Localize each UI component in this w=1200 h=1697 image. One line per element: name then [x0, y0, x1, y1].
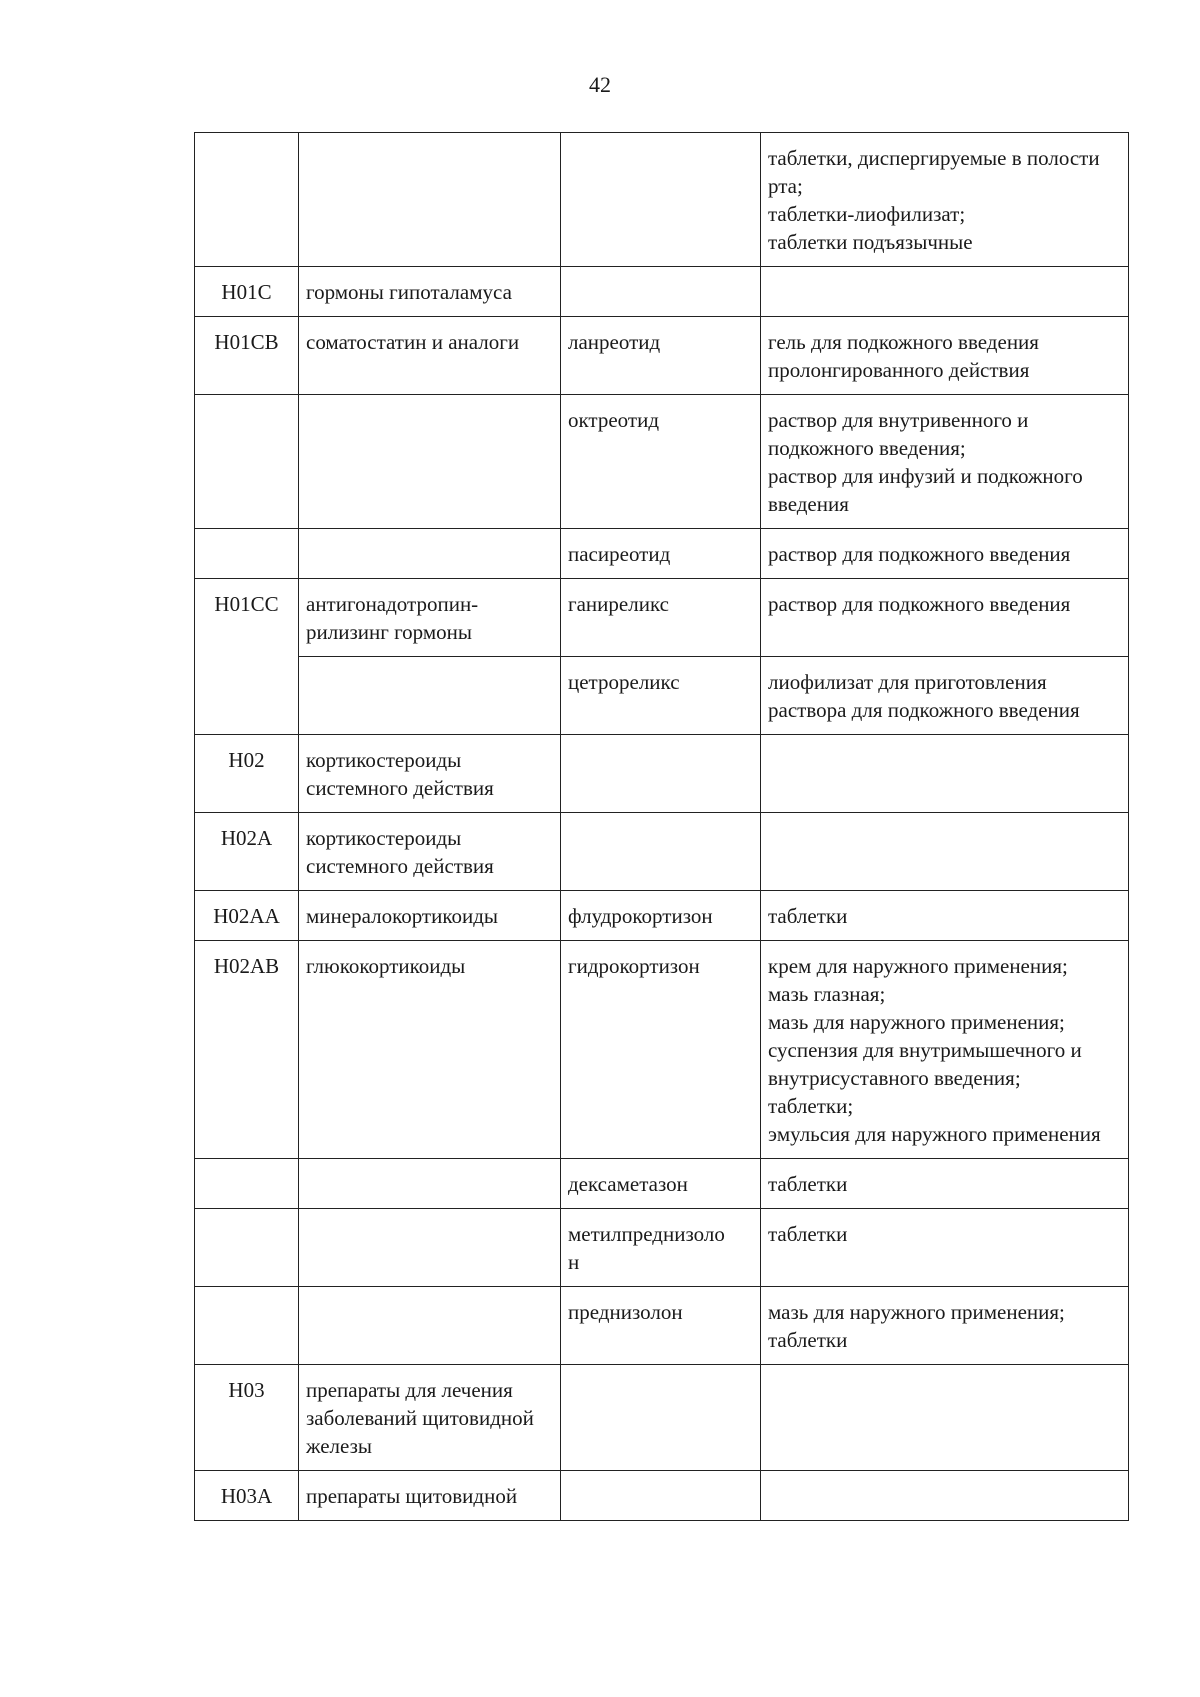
atc-code-cell — [195, 1209, 299, 1287]
drug-cell: пасиреотид — [561, 529, 761, 579]
group-cell: минералокортикоиды — [299, 891, 561, 941]
group-cell — [299, 529, 561, 579]
drug-cell: флудрокортизон — [561, 891, 761, 941]
group-cell — [299, 133, 561, 267]
drug-cell — [561, 735, 761, 813]
atc-code-cell — [195, 529, 299, 579]
form-cell: таблетки — [761, 1209, 1129, 1287]
page-number: 42 — [589, 72, 611, 97]
group-cell: антигонадотропин- рилизинг гормоны — [299, 579, 561, 657]
atc-code-cell: H03 — [195, 1365, 299, 1471]
group-cell — [299, 1287, 561, 1365]
group-cell — [299, 1209, 561, 1287]
drug-table — [194, 132, 1129, 1521]
table-row — [195, 657, 1129, 735]
table-row — [195, 941, 1129, 1159]
form-cell — [761, 735, 1129, 813]
form-cell — [761, 267, 1129, 317]
atc-code-cell: H02A — [195, 813, 299, 891]
table-row — [195, 395, 1129, 529]
group-cell: кортикостероиды системного действия — [299, 735, 561, 813]
table-row — [195, 1159, 1129, 1209]
drug-cell: ланреотид — [561, 317, 761, 395]
drug-cell: ганиреликс — [561, 579, 761, 657]
group-cell: гормоны гипоталамуса — [299, 267, 561, 317]
form-cell: раствор для внутривенного и подкожного введения; раствор для инфузий и подкожного введения — [761, 395, 1129, 529]
form-cell — [761, 1365, 1129, 1471]
atc-code-cell — [195, 1159, 299, 1209]
atc-code-cell — [195, 1287, 299, 1365]
drug-cell — [561, 813, 761, 891]
form-cell: таблетки, диспергируемые в полости рта; таблетки-лиофилизат; таблетки подъязычные — [761, 133, 1129, 267]
drug-cell: цетрореликс — [561, 657, 761, 735]
form-cell: таблетки — [761, 1159, 1129, 1209]
group-cell: глюкокортикоиды — [299, 941, 561, 1159]
group-cell — [299, 395, 561, 529]
drug-cell — [561, 1471, 761, 1521]
table-row — [195, 1287, 1129, 1365]
drug-cell: метилпреднизоло н — [561, 1209, 761, 1287]
group-cell: соматостатин и аналоги — [299, 317, 561, 395]
atc-code-cell: H01CC — [195, 579, 299, 735]
form-cell: лиофилизат для приготовления раствора для подкожного введения — [761, 657, 1129, 735]
table-row — [195, 813, 1129, 891]
atc-code-cell — [195, 133, 299, 267]
group-cell — [299, 1159, 561, 1209]
table-row — [195, 1365, 1129, 1471]
table-row — [195, 133, 1129, 267]
atc-code-cell: H01C — [195, 267, 299, 317]
table-row — [195, 1471, 1129, 1521]
group-cell: кортикостероиды системного действия — [299, 813, 561, 891]
atc-code-cell: H02 — [195, 735, 299, 813]
form-cell: раствор для подкожного введения — [761, 529, 1129, 579]
drug-cell: преднизолон — [561, 1287, 761, 1365]
form-cell: мазь для наружного применения; таблетки — [761, 1287, 1129, 1365]
atc-code-cell: H02AB — [195, 941, 299, 1159]
atc-code-cell: H02AA — [195, 891, 299, 941]
drug-cell — [561, 133, 761, 267]
table-row — [195, 1209, 1129, 1287]
drug-cell: октреотид — [561, 395, 761, 529]
form-cell: таблетки — [761, 891, 1129, 941]
group-cell: препараты для лечения заболеваний щитовидной железы — [299, 1365, 561, 1471]
atc-code-cell — [195, 395, 299, 529]
form-cell: раствор для подкожного введения — [761, 579, 1129, 657]
drug-cell: дексаметазон — [561, 1159, 761, 1209]
form-cell — [761, 813, 1129, 891]
group-cell — [299, 657, 561, 735]
form-cell: крем для наружного применения; мазь глазная; мазь для наружного применения; суспензия для внутримышечного и внутрисуставного введения; таблетки; эмульсия для наружного применения — [761, 941, 1129, 1159]
table-row — [195, 891, 1129, 941]
group-cell: препараты щитовидной — [299, 1471, 561, 1521]
table-row — [195, 267, 1129, 317]
table-row — [195, 579, 1129, 657]
table-row — [195, 735, 1129, 813]
atc-code-cell: H01CB — [195, 317, 299, 395]
table-row — [195, 529, 1129, 579]
drug-cell — [561, 267, 761, 317]
atc-code-cell: H03A — [195, 1471, 299, 1521]
form-cell — [761, 1471, 1129, 1521]
drug-cell: гидрокортизон — [561, 941, 761, 1159]
form-cell: гель для подкожного введения пролонгированного действия — [761, 317, 1129, 395]
table-row — [195, 317, 1129, 395]
drug-cell — [561, 1365, 761, 1471]
